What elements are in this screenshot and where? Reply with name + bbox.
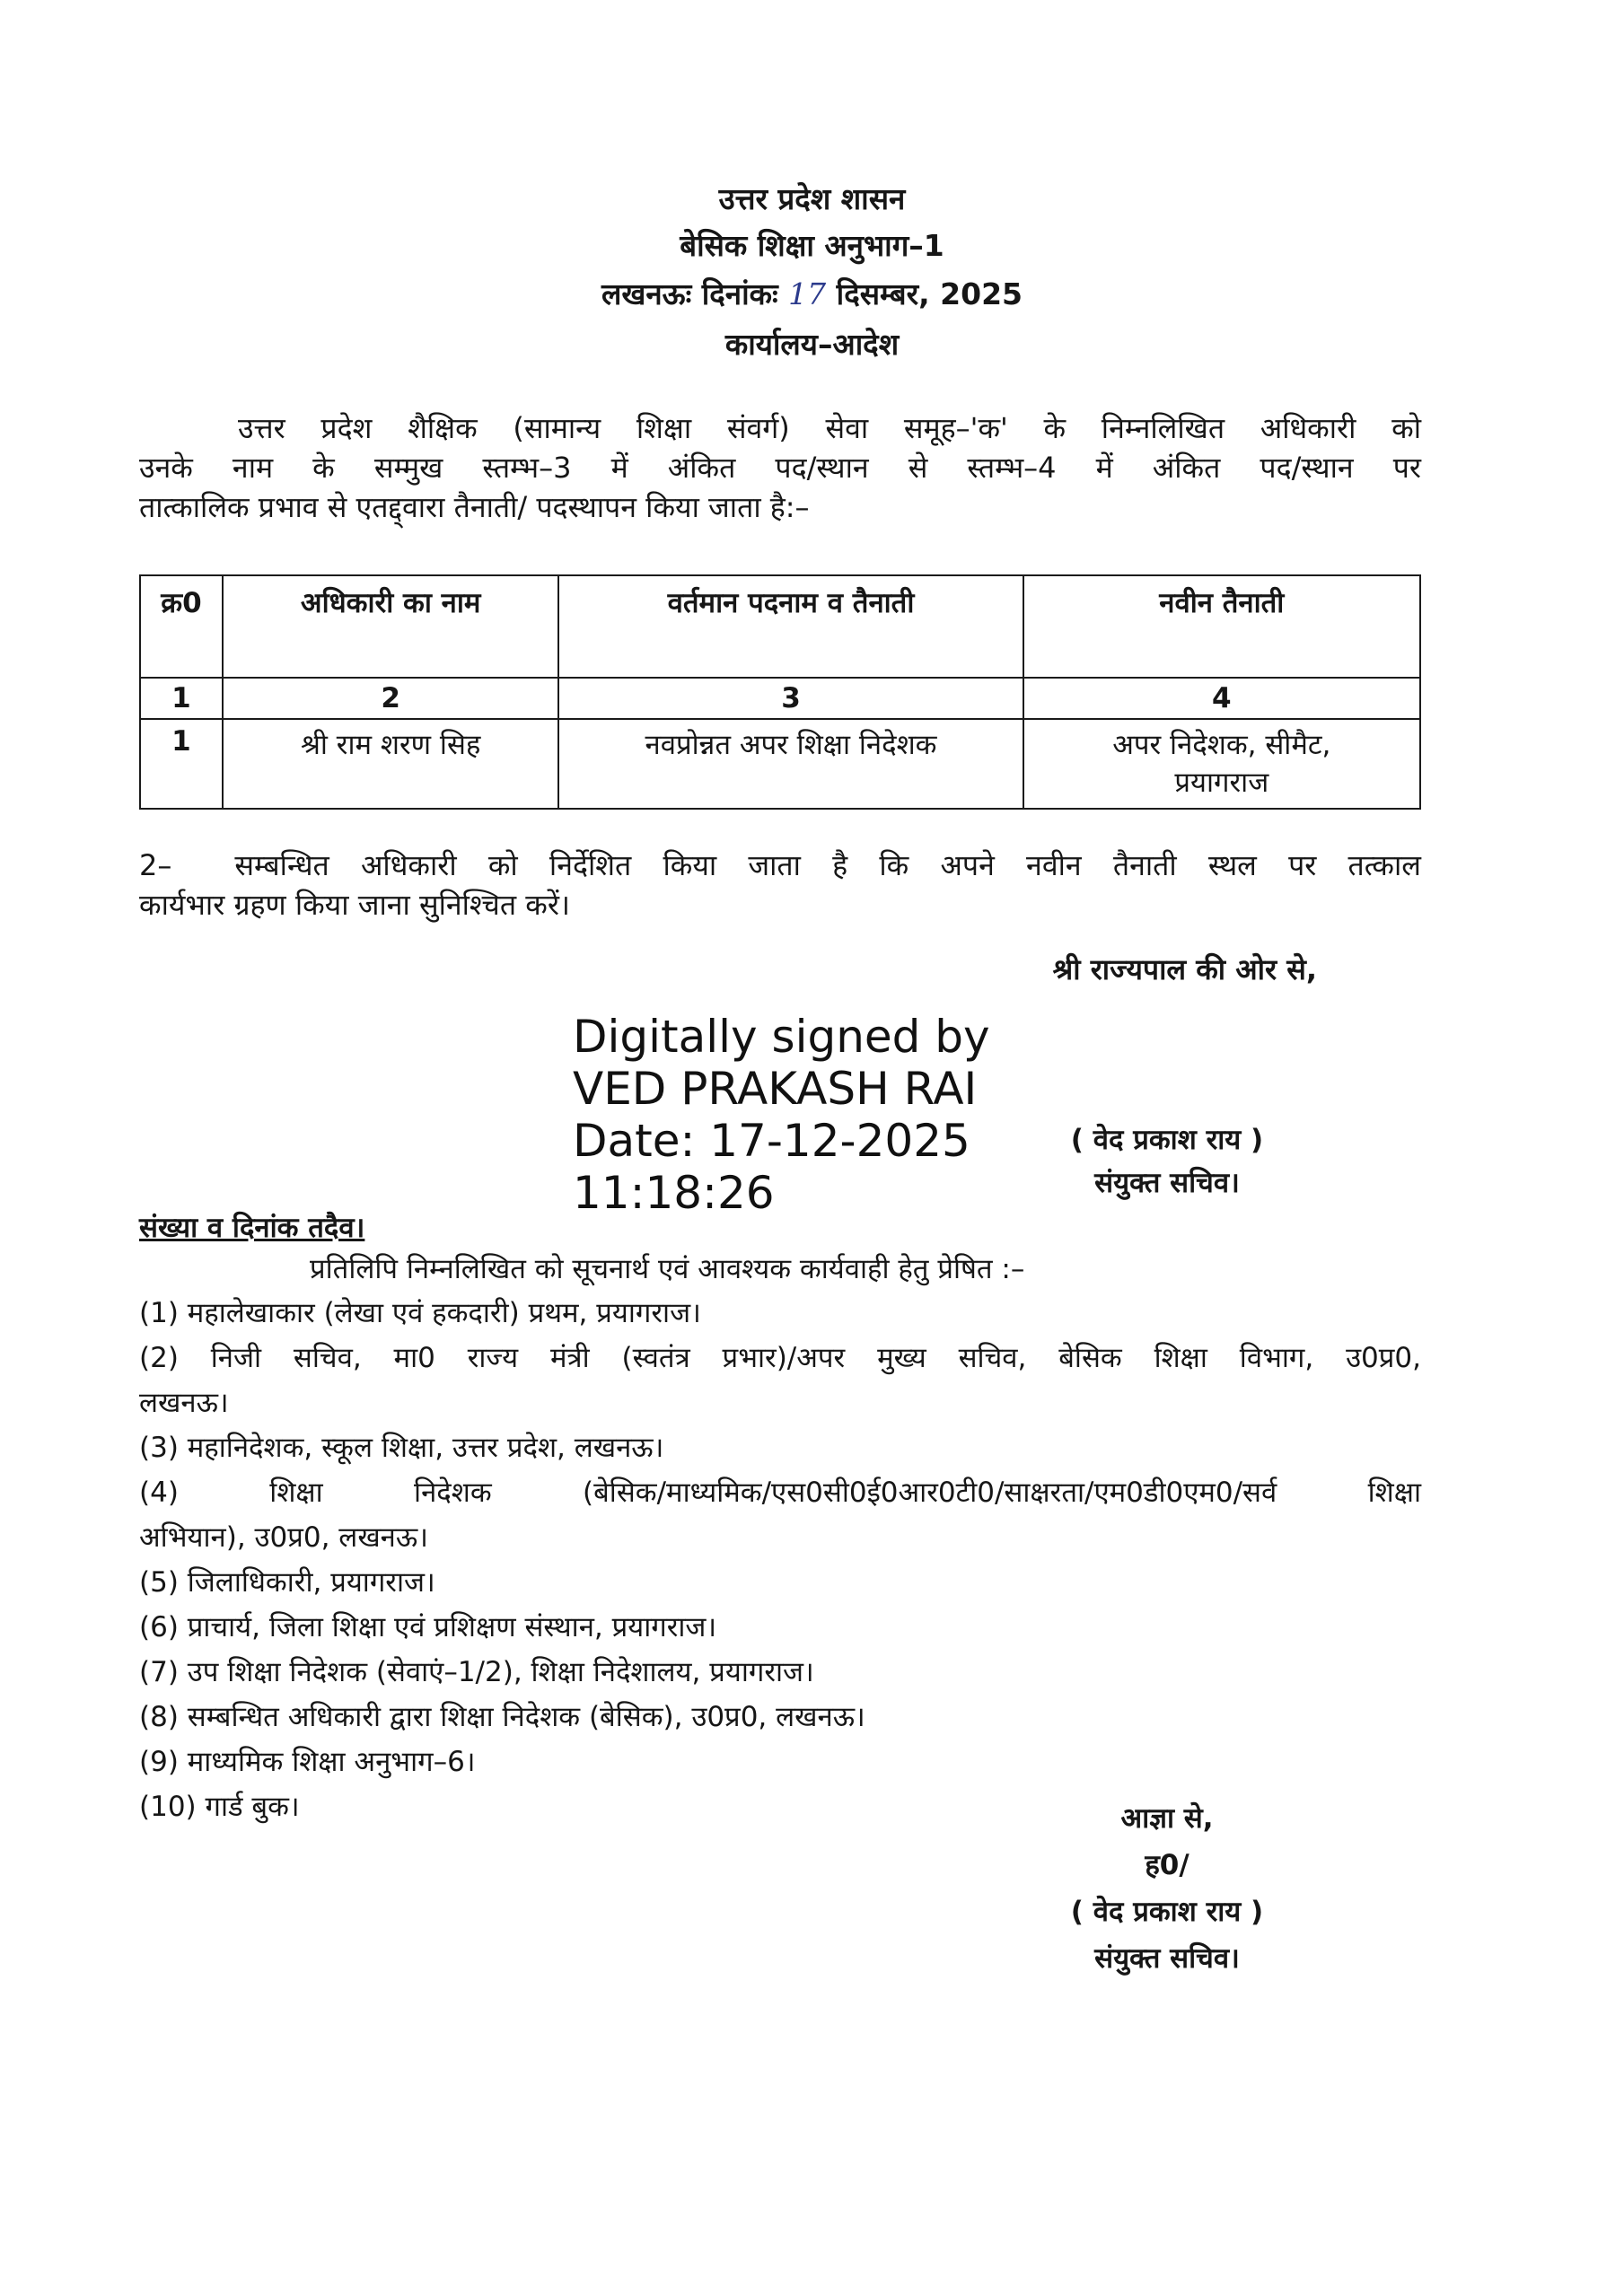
paragraph-2-text: सम्बन्धित अधिकारी को निर्देशित किया जाता है कि अपने नवीन तैनाती स्थल पर तत्काल <box>234 848 1421 882</box>
row-current-post: नवप्रोन्नत अपर शिक्षा निदेशक <box>558 719 1023 809</box>
header-section: बेसिक शिक्षा अनुभाग–1 <box>680 228 944 263</box>
list-item: (7) उप शिक्षा निदेशक (सेवाएं–1/2), शिक्षा निदेशालय, प्रयागराज। <box>139 1656 814 1688</box>
intro-line-2: उनके नाम के सम्मुख स्तम्भ–3 में अंकित पद/स्थान से स्तम्भ–4 में अंकित पद/स्थान पर <box>139 451 1421 485</box>
row-new-post-line1: अपर निदेशक, सीमैट, <box>1112 729 1331 761</box>
intro-line-1: उत्तर प्रदेश शैक्षिक (सामान्य शिक्षा संवर्ग) सेवा समूह–'क' के निम्नलिखित अधिकारी को <box>238 411 1421 445</box>
table-column-number-row <box>140 678 1420 719</box>
closing-name: ( वेद प्रकाश राय ) <box>1070 1896 1264 1928</box>
header-officer-name: अधिकारी का नाम <box>223 575 558 678</box>
list-item: लखनऊ। <box>139 1387 229 1419</box>
column-number: 4 <box>1023 678 1420 719</box>
column-number: 2 <box>223 678 558 719</box>
header-month-year: दिसम्बर, 2025 <box>836 276 1023 311</box>
paragraph-2-line2: कार्यभार ग्रहण किया जाना सुनिश्चित करें। <box>139 888 571 922</box>
header-current-post: वर्तमान पदनाम व तैनाती <box>558 575 1023 678</box>
posting-table <box>139 574 1421 810</box>
closing-by-order: आज्ञा से, <box>1120 1802 1214 1835</box>
list-item: (6) प्राचार्य, जिला शिक्षा एवं प्रशिक्षण संस्थान, प्रयागराज। <box>139 1611 717 1643</box>
row-officer-name: श्री राम शरण सिह <box>223 719 558 809</box>
signatory-block <box>1032 1118 1302 1205</box>
reference-line: संख्या व दिनांक तदैव। <box>139 1212 365 1244</box>
header-day-handwritten: 17 <box>788 276 827 311</box>
closing-block <box>1023 1795 1311 1982</box>
copy-to-list <box>139 1291 1421 1829</box>
column-number: 3 <box>558 678 1023 719</box>
closing-designation: संयुक्त सचिव। <box>1094 1942 1240 1975</box>
closing-signed: ह0/ <box>1145 1849 1189 1881</box>
list-item: (2) निजी सचिव, मा0 राज्य मंत्री (स्वतंत्र प्रभार)/अपर मुख्य सचिव, बेसिक शिक्षा विभाग, उ0प्र0, <box>139 1342 1421 1374</box>
row-new-post <box>1023 719 1420 809</box>
digital-signature-time: 11:18:26 <box>573 1167 775 1219</box>
paragraph-2-number: 2– <box>139 848 172 882</box>
intro-line-3: तात्कालिक प्रभाव से एतद्द्वारा तैनाती/ पदस्थापन किया जाता है:– <box>139 490 810 524</box>
list-item: (5) जिलाधिकारी, प्रयागराज। <box>139 1566 435 1599</box>
paragraph-2-line1 <box>139 846 1421 885</box>
column-number: 1 <box>140 678 223 719</box>
header-new-post: नवीन तैनाती <box>1023 575 1420 678</box>
list-item: (1) महालेखाकार (लेखा एवं हकदारी) प्रथम, प्रयागराज। <box>139 1297 701 1329</box>
header-place: लखनऊः दिनांकः <box>601 276 778 311</box>
digital-signature-signer: VED PRAKASH RAI <box>573 1063 978 1115</box>
list-item: (3) महानिदेशक, स्कूल शिक्षा, उत्तर प्रदेश, लखनऊ। <box>139 1432 664 1464</box>
list-item: (10) गार्ड बुक। <box>139 1791 300 1823</box>
row-sno: 1 <box>140 719 223 809</box>
copy-intro: प्रतिलिपि निम्नलिखित को सूचनार्थ एवं आवश्यक कार्यवाही हेतु प्रेषित :– <box>310 1253 1025 1285</box>
order-title: कार्यालय–आदेश <box>724 327 900 362</box>
list-item: (8) सम्बन्धित अधिकारी द्वारा शिक्षा निदेशक (बेसिक), उ0प्र0, लखनऊ। <box>139 1701 865 1733</box>
digital-signature-stamp <box>573 1011 990 1219</box>
digital-signature-line1: Digitally signed by <box>573 1011 990 1063</box>
list-item: अभियान), उ0प्र0, लखनऊ। <box>139 1521 428 1554</box>
list-item: (9) माध्यमिक शिक्षा अनुभाग–6। <box>139 1746 476 1778</box>
signatory-name: ( वेद प्रकाश राय ) <box>1070 1124 1264 1156</box>
paragraph-2 <box>139 846 1421 925</box>
list-item: (4) शिक्षा निदेशक (बेसिक/माध्यमिक/एस0सी0ई0आर0टी0/साक्षरता/एम0डी0एम0/सर्व शिक्षा <box>139 1477 1421 1509</box>
table-row <box>140 719 1420 809</box>
header-govt: उत्तर प्रदेश शासन <box>718 181 906 216</box>
row-new-post-line2: प्रयागराज <box>1174 767 1269 799</box>
signatory-designation: संयुक्त सचिव। <box>1094 1167 1240 1199</box>
on-behalf-text: श्री राज्यपाल की ओर से, <box>1052 952 1317 986</box>
digital-signature-date: Date: 17-12-2025 <box>573 1115 970 1167</box>
intro-paragraph <box>139 408 1421 527</box>
table-header-row <box>140 575 1420 678</box>
header-sno: क्र0 <box>140 575 223 678</box>
header-date-line <box>0 273 1624 313</box>
